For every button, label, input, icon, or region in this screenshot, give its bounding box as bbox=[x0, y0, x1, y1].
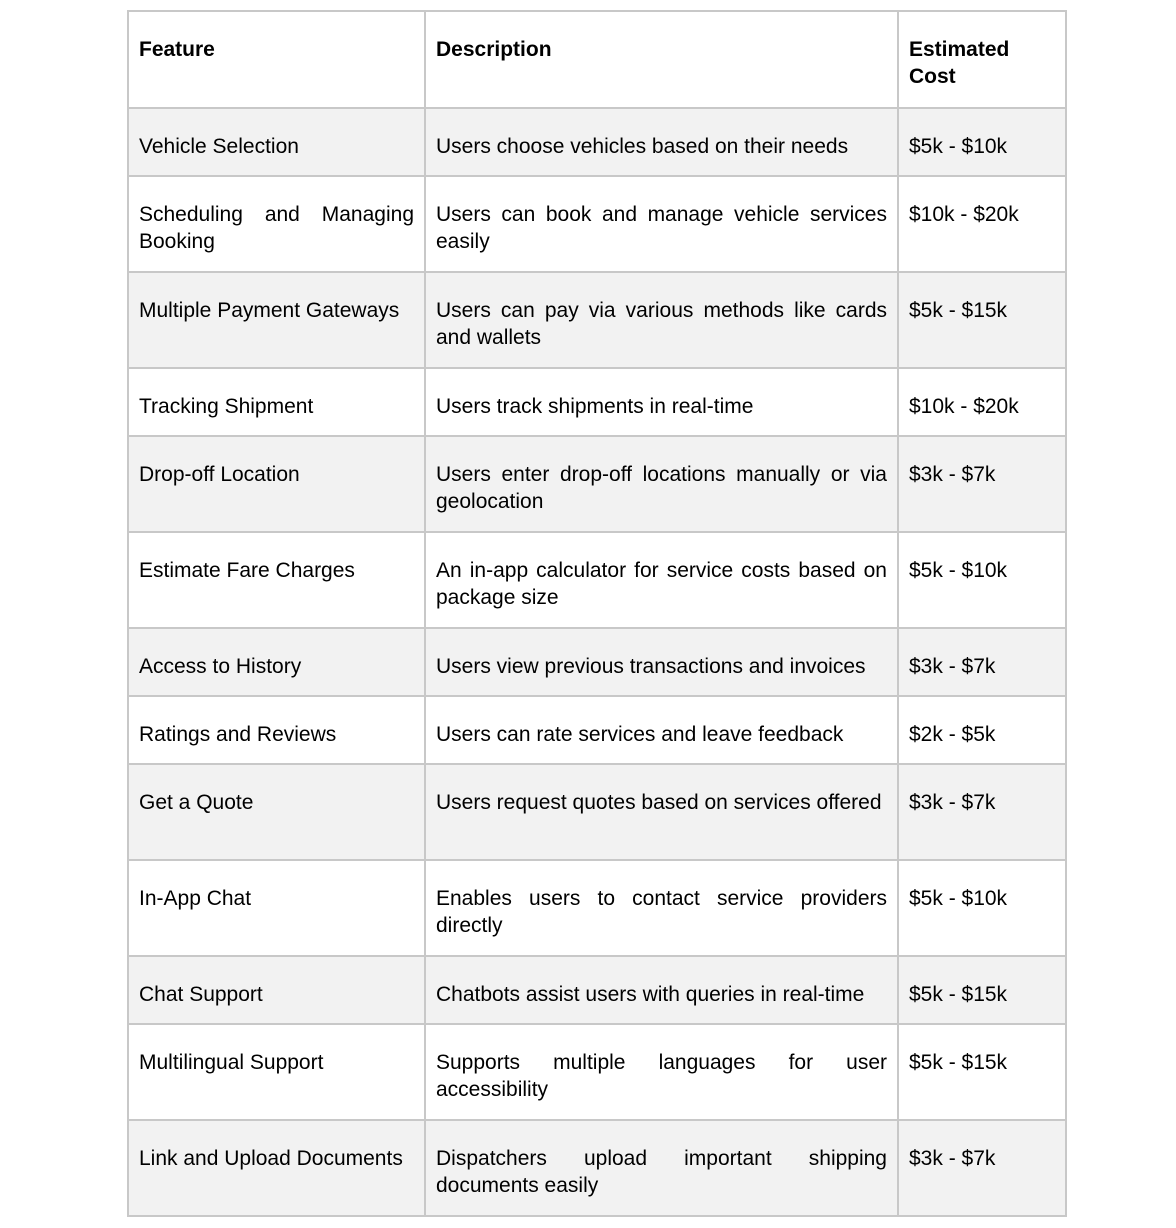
feature-cell: Link and Upload Documents bbox=[128, 1120, 425, 1216]
cost-cell: $10k - $20k bbox=[898, 368, 1066, 436]
cost-cell: $3k - $7k bbox=[898, 764, 1066, 860]
description-cell: Users can book and manage vehicle services easily bbox=[425, 176, 898, 272]
description-cell: Users request quotes based on services offered bbox=[425, 764, 898, 860]
header-estimated-cost: Estimated Cost bbox=[898, 11, 1066, 108]
table-row bbox=[128, 1024, 1066, 1120]
feature-cell: Get a Quote bbox=[128, 764, 425, 860]
table-row bbox=[128, 764, 1066, 860]
description-cell: Users choose vehicles based on their needs bbox=[425, 108, 898, 176]
header-row bbox=[128, 11, 1066, 108]
cost-cell: $5k - $10k bbox=[898, 860, 1066, 956]
description-cell: Supports multiple languages for user accessibility bbox=[425, 1024, 898, 1120]
header-description: Description bbox=[425, 11, 898, 108]
feature-cell: Drop-off Location bbox=[128, 436, 425, 532]
table-row bbox=[128, 176, 1066, 272]
feature-cell: Chat Support bbox=[128, 956, 425, 1024]
table-body bbox=[128, 108, 1066, 1216]
feature-cell: Multiple Payment Gateways bbox=[128, 272, 425, 368]
feature-cell: Ratings and Reviews bbox=[128, 696, 425, 764]
description-cell: Users view previous transactions and invoices bbox=[425, 628, 898, 696]
table-row bbox=[128, 532, 1066, 628]
cost-cell: $5k - $15k bbox=[898, 1024, 1066, 1120]
feature-cell: Tracking Shipment bbox=[128, 368, 425, 436]
cost-cell: $10k - $20k bbox=[898, 176, 1066, 272]
description-cell: An in-app calculator for service costs based on package size bbox=[425, 532, 898, 628]
feature-cost-table bbox=[127, 10, 1067, 1217]
table-row bbox=[128, 1120, 1066, 1216]
cost-cell: $5k - $10k bbox=[898, 532, 1066, 628]
table-row bbox=[128, 436, 1066, 532]
description-cell: Chatbots assist users with queries in real-time bbox=[425, 956, 898, 1024]
cost-cell: $3k - $7k bbox=[898, 436, 1066, 532]
description-cell: Users track shipments in real-time bbox=[425, 368, 898, 436]
description-cell: Users enter drop-off locations manually or via geolocation bbox=[425, 436, 898, 532]
description-cell: Users can pay via various methods like cards and wallets bbox=[425, 272, 898, 368]
table-row bbox=[128, 628, 1066, 696]
table-row bbox=[128, 860, 1066, 956]
table-header bbox=[128, 11, 1066, 108]
cost-cell: $3k - $7k bbox=[898, 1120, 1066, 1216]
feature-cell: Access to History bbox=[128, 628, 425, 696]
table-row bbox=[128, 368, 1066, 436]
table-row bbox=[128, 956, 1066, 1024]
cost-cell: $5k - $15k bbox=[898, 956, 1066, 1024]
table-row bbox=[128, 696, 1066, 764]
cost-cell: $5k - $15k bbox=[898, 272, 1066, 368]
description-cell: Dispatchers upload important shipping documents easily bbox=[425, 1120, 898, 1216]
table-row bbox=[128, 108, 1066, 176]
table-row bbox=[128, 272, 1066, 368]
description-cell: Enables users to contact service providers directly bbox=[425, 860, 898, 956]
feature-cell: Estimate Fare Charges bbox=[128, 532, 425, 628]
feature-cell: In-App Chat bbox=[128, 860, 425, 956]
feature-cell: Multilingual Support bbox=[128, 1024, 425, 1120]
description-cell: Users can rate services and leave feedback bbox=[425, 696, 898, 764]
header-feature: Feature bbox=[128, 11, 425, 108]
feature-cell: Scheduling and Managing Booking bbox=[128, 176, 425, 272]
cost-cell: $2k - $5k bbox=[898, 696, 1066, 764]
cost-cell: $5k - $10k bbox=[898, 108, 1066, 176]
feature-cell: Vehicle Selection bbox=[128, 108, 425, 176]
cost-cell: $3k - $7k bbox=[898, 628, 1066, 696]
